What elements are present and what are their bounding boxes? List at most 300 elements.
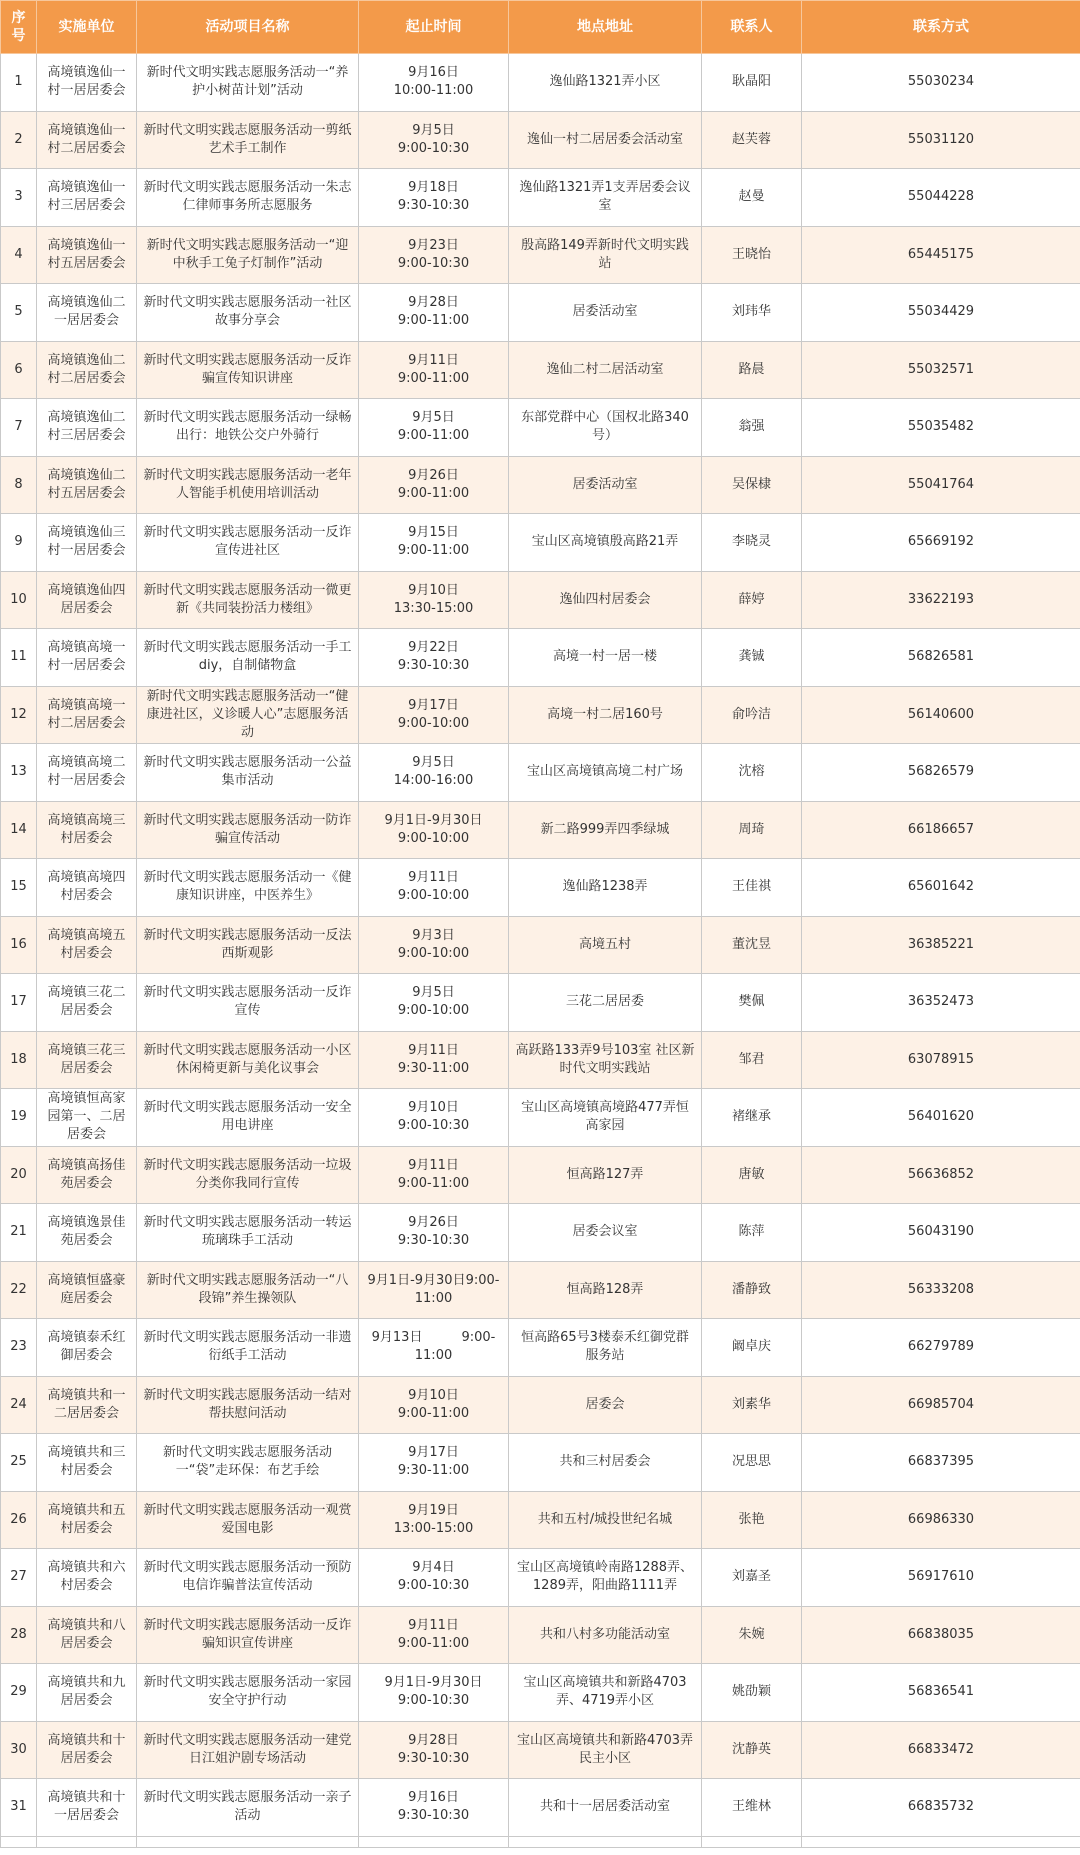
table-row bbox=[1, 1376, 1080, 1434]
cell-empty bbox=[137, 1836, 359, 1847]
cell-phone: 56401620 bbox=[802, 1089, 1080, 1147]
cell-unit: 高境镇共和十一居居委会 bbox=[37, 1779, 137, 1837]
cell-place: 居委活动室 bbox=[509, 284, 702, 342]
date-text: 9月16日 bbox=[408, 1790, 459, 1806]
cell-activity: 新时代文明实践志愿服务活动一转运琉璃珠手工活动 bbox=[137, 1204, 359, 1262]
cell-time bbox=[359, 629, 509, 687]
table-row bbox=[1, 1261, 1080, 1319]
cell-unit: 高境镇逸仙一村五居居委会 bbox=[37, 226, 137, 284]
cell-no: 9 bbox=[1, 514, 37, 572]
cell-phone: 55031120 bbox=[802, 111, 1080, 169]
date-text: 9月4日 bbox=[412, 1560, 455, 1576]
table-row bbox=[1, 456, 1080, 514]
cell-activity: 新时代文明实践志愿服务活动一反法西斯观影 bbox=[137, 916, 359, 974]
cell-no: 26 bbox=[1, 1491, 37, 1549]
date-text: 9月26日 bbox=[408, 467, 459, 483]
table-row bbox=[1, 859, 1080, 917]
cell-activity: 新时代文明实践志愿服务活动一反诈骗宣传知识讲座 bbox=[137, 341, 359, 399]
table-row bbox=[1, 1434, 1080, 1492]
cell-place: 宝山区高境镇高境二村广场 bbox=[509, 744, 702, 802]
date-text: 9月11日 bbox=[408, 352, 459, 368]
cell-no: 22 bbox=[1, 1261, 37, 1319]
cell-unit: 高境镇共和九居居委会 bbox=[37, 1664, 137, 1722]
cell-no: 13 bbox=[1, 744, 37, 802]
cell-contact: 刘素华 bbox=[702, 1376, 802, 1434]
cell-unit: 高境镇共和十居居委会 bbox=[37, 1721, 137, 1779]
cell-no: 4 bbox=[1, 226, 37, 284]
cell-no: 12 bbox=[1, 686, 37, 744]
cell-contact: 唐敏 bbox=[702, 1146, 802, 1204]
cell-time bbox=[359, 1146, 509, 1204]
cell-time bbox=[359, 571, 509, 629]
cell-no: 5 bbox=[1, 284, 37, 342]
cell-place: 恒高路65号3楼泰禾红御党群服务站 bbox=[509, 1319, 702, 1377]
cell-activity: 新时代文明实践志愿服务活动一非遗衍纸手工活动 bbox=[137, 1319, 359, 1377]
cell-unit: 高境镇恒盛豪庭居委会 bbox=[37, 1261, 137, 1319]
table-row bbox=[1, 169, 1080, 227]
cell-time bbox=[359, 1434, 509, 1492]
date-text: 9月11日 bbox=[408, 1042, 459, 1058]
cell-place: 居委会议室 bbox=[509, 1204, 702, 1262]
cell-contact: 阚卓庆 bbox=[702, 1319, 802, 1377]
cell-time bbox=[359, 859, 509, 917]
cell-unit: 高境镇共和六村居委会 bbox=[37, 1549, 137, 1607]
date-text: 9月5日 bbox=[412, 985, 455, 1001]
cell-unit: 高境镇共和八居居委会 bbox=[37, 1606, 137, 1664]
cell-place: 高境一村一居一楼 bbox=[509, 629, 702, 687]
date-text: 9月16日 bbox=[408, 65, 459, 81]
date-text: 9月1日-9月30日 bbox=[384, 812, 483, 828]
cell-phone: 56043190 bbox=[802, 1204, 1080, 1262]
header-time: 起止时间 bbox=[359, 1, 509, 54]
cell-contact: 张艳 bbox=[702, 1491, 802, 1549]
cell-place: 逸仙四村居委会 bbox=[509, 571, 702, 629]
cell-no: 27 bbox=[1, 1549, 37, 1607]
cell-unit: 高境镇逸仙一村三居居委会 bbox=[37, 169, 137, 227]
cell-no: 17 bbox=[1, 974, 37, 1032]
date-text: 9月19日 bbox=[408, 1502, 459, 1518]
cell-place: 东部党群中心（国权北路340号） bbox=[509, 399, 702, 457]
cell-no: 15 bbox=[1, 859, 37, 917]
table-row bbox=[1, 111, 1080, 169]
cell-place: 宝山区高境镇岭南路1288弄、1289弄，阳曲路1111弄 bbox=[509, 1549, 702, 1607]
table-row bbox=[1, 1779, 1080, 1837]
cell-unit: 高境镇高扬佳苑居委会 bbox=[37, 1146, 137, 1204]
cell-activity: 新时代文明实践志愿服务活动一剪纸艺术手工制作 bbox=[137, 111, 359, 169]
time-text: 14:00-16:00 bbox=[393, 773, 474, 789]
cell-no: 6 bbox=[1, 341, 37, 399]
date-text: 9月11日 bbox=[408, 1157, 459, 1173]
cell-contact: 沈榕 bbox=[702, 744, 802, 802]
table-row bbox=[1, 399, 1080, 457]
time-text: 9:30-10:30 bbox=[397, 1750, 470, 1766]
table-row bbox=[1, 1721, 1080, 1779]
cell-place: 恒高路127弄 bbox=[509, 1146, 702, 1204]
date-text: 9月1日-9月30日9:00-11:00 bbox=[367, 1272, 500, 1306]
cell-contact: 姚劭颖 bbox=[702, 1664, 802, 1722]
cell-time bbox=[359, 1204, 509, 1262]
cell-activity: 新时代文明实践志愿服务活动一手工diy，自制储物盒 bbox=[137, 629, 359, 687]
table-row bbox=[1, 974, 1080, 1032]
cell-unit: 高境镇三花三居居委会 bbox=[37, 1031, 137, 1089]
header-place: 地点地址 bbox=[509, 1, 702, 54]
cell-phone: 33622193 bbox=[802, 571, 1080, 629]
table-row-cropped bbox=[1, 1836, 1080, 1847]
cell-empty bbox=[702, 1836, 802, 1847]
cell-place: 逸仙二村二居活动室 bbox=[509, 341, 702, 399]
cell-unit: 高境镇共和三村居委会 bbox=[37, 1434, 137, 1492]
cell-time bbox=[359, 1721, 509, 1779]
time-text: 9:00-11:00 bbox=[397, 1175, 470, 1191]
cell-time bbox=[359, 1491, 509, 1549]
cell-activity: 新时代文明实践志愿服务活动一反诈骗知识宣传讲座 bbox=[137, 1606, 359, 1664]
cell-time bbox=[359, 1664, 509, 1722]
cell-phone: 66838035 bbox=[802, 1606, 1080, 1664]
cell-unit: 高境镇高境三村居委会 bbox=[37, 801, 137, 859]
cell-no: 16 bbox=[1, 916, 37, 974]
table-row bbox=[1, 686, 1080, 744]
cell-no: 30 bbox=[1, 1721, 37, 1779]
time-text: 9:00-11:00 bbox=[397, 313, 470, 329]
cell-place: 高境五村 bbox=[509, 916, 702, 974]
cell-unit: 高境镇逸仙二村二居居委会 bbox=[37, 341, 137, 399]
cell-activity: 新时代文明实践志愿服务活动一结对帮扶慰问活动 bbox=[137, 1376, 359, 1434]
cell-empty bbox=[359, 1836, 509, 1847]
cell-place: 共和五村/城投世纪名城 bbox=[509, 1491, 702, 1549]
cell-phone: 56140600 bbox=[802, 686, 1080, 744]
cell-place: 宝山区高境镇共和新路4703弄、4719弄小区 bbox=[509, 1664, 702, 1722]
cell-activity: 新时代文明实践志愿服务活动一“养护小树苗计划”活动 bbox=[137, 54, 359, 112]
time-text: 9:30-10:30 bbox=[397, 658, 470, 674]
cell-activity: 新时代文明实践志愿服务活动一“八段锦”养生操领队 bbox=[137, 1261, 359, 1319]
cell-phone: 66986330 bbox=[802, 1491, 1080, 1549]
cell-place: 宝山区高境镇殷高路21弄 bbox=[509, 514, 702, 572]
cell-phone: 63078915 bbox=[802, 1031, 1080, 1089]
cell-contact: 赵曼 bbox=[702, 169, 802, 227]
time-text: 9:00-10:30 bbox=[397, 1118, 470, 1134]
cell-time bbox=[359, 1031, 509, 1089]
cell-time bbox=[359, 1549, 509, 1607]
cell-activity: 新时代文明实践志愿服务活动一绿畅出行：地铁公交户外骑行 bbox=[137, 399, 359, 457]
cell-unit: 高境镇高境一村一居居委会 bbox=[37, 629, 137, 687]
cell-activity: 新时代文明实践志愿服务活动一小区休闲椅更新与美化议事会 bbox=[137, 1031, 359, 1089]
cell-place: 高境一村二居160号 bbox=[509, 686, 702, 744]
date-text: 9月11日 bbox=[408, 870, 459, 886]
cell-contact: 李晓灵 bbox=[702, 514, 802, 572]
cell-empty bbox=[509, 1836, 702, 1847]
cell-phone: 65601642 bbox=[802, 859, 1080, 917]
cell-phone: 55030234 bbox=[802, 54, 1080, 112]
time-text: 9:30-11:00 bbox=[397, 1463, 470, 1479]
cell-no: 10 bbox=[1, 571, 37, 629]
cell-time bbox=[359, 169, 509, 227]
date-text: 9月17日 bbox=[408, 1445, 459, 1461]
cell-unit: 高境镇逸景佳苑居委会 bbox=[37, 1204, 137, 1262]
time-text: 13:00-15:00 bbox=[393, 1520, 474, 1536]
cell-contact: 王晓怡 bbox=[702, 226, 802, 284]
cell-place: 恒高路128弄 bbox=[509, 1261, 702, 1319]
cell-unit: 高境镇高境二村一居居委会 bbox=[37, 744, 137, 802]
cell-phone: 55035482 bbox=[802, 399, 1080, 457]
cell-activity: 新时代文明实践志愿服务活动一“健康进社区，义诊暖人心”志愿服务活动 bbox=[137, 686, 359, 744]
cell-phone: 55041764 bbox=[802, 456, 1080, 514]
cell-time bbox=[359, 1261, 509, 1319]
cell-place: 逸仙一村二居居委会活动室 bbox=[509, 111, 702, 169]
cell-contact: 樊佩 bbox=[702, 974, 802, 1032]
cell-unit: 高境镇共和五村居委会 bbox=[37, 1491, 137, 1549]
cell-phone: 56636852 bbox=[802, 1146, 1080, 1204]
cell-phone: 36352473 bbox=[802, 974, 1080, 1032]
table-row bbox=[1, 226, 1080, 284]
time-text: 9:30-10:30 bbox=[397, 1233, 470, 1249]
cell-phone: 55034429 bbox=[802, 284, 1080, 342]
date-text: 9月1日-9月30日 bbox=[384, 1675, 483, 1691]
table-row bbox=[1, 1146, 1080, 1204]
cell-time bbox=[359, 399, 509, 457]
cell-no: 29 bbox=[1, 1664, 37, 1722]
cell-place: 宝山区高境镇共和新路4703弄民主小区 bbox=[509, 1721, 702, 1779]
date-text: 9月11日 bbox=[408, 1617, 459, 1633]
table-row bbox=[1, 341, 1080, 399]
cell-phone: 66985704 bbox=[802, 1376, 1080, 1434]
time-text: 11:00 bbox=[414, 1348, 453, 1364]
cell-time bbox=[359, 916, 509, 974]
time-text: 9:30-10:30 bbox=[397, 1808, 470, 1824]
table-header-row bbox=[1, 1, 1080, 54]
table-body bbox=[1, 54, 1080, 1848]
cell-no: 24 bbox=[1, 1376, 37, 1434]
cell-activity: 新时代文明实践志愿服务活动一“迎中秋手工兔子灯制作”活动 bbox=[137, 226, 359, 284]
cell-unit: 高境镇逸仙三村一居居委会 bbox=[37, 514, 137, 572]
cell-phone: 66833472 bbox=[802, 1721, 1080, 1779]
cell-no: 28 bbox=[1, 1606, 37, 1664]
cell-place: 共和十一居居委活动室 bbox=[509, 1779, 702, 1837]
cell-unit: 高境镇三花二居居委会 bbox=[37, 974, 137, 1032]
header-phone: 联系方式 bbox=[802, 1, 1080, 54]
cell-unit: 高境镇泰禾红御居委会 bbox=[37, 1319, 137, 1377]
cell-time bbox=[359, 514, 509, 572]
cell-contact: 董沈昱 bbox=[702, 916, 802, 974]
table-row bbox=[1, 629, 1080, 687]
cell-time bbox=[359, 284, 509, 342]
time-text: 10:00-11:00 bbox=[393, 83, 474, 99]
cell-place: 宝山区高境镇高境路477弄恒高家园 bbox=[509, 1089, 702, 1147]
cell-activity: 新时代文明实践志愿服务活动一观赏爱国电影 bbox=[137, 1491, 359, 1549]
date-text: 9月10日 bbox=[408, 1387, 459, 1403]
cell-activity: 新时代文明实践志愿服务活动一反诈宣传进社区 bbox=[137, 514, 359, 572]
cell-activity: 新时代文明实践志愿服务活动一朱志仁律师事务所志愿服务 bbox=[137, 169, 359, 227]
date-text: 9月28日 bbox=[408, 295, 459, 311]
cell-time bbox=[359, 1319, 509, 1377]
cell-time bbox=[359, 686, 509, 744]
cell-time bbox=[359, 801, 509, 859]
cell-unit: 高境镇逸仙二一居居委会 bbox=[37, 284, 137, 342]
cell-phone: 56333208 bbox=[802, 1261, 1080, 1319]
cell-phone: 56836541 bbox=[802, 1664, 1080, 1722]
cell-activity: 新时代文明实践志愿服务活动一亲子活动 bbox=[137, 1779, 359, 1837]
time-text: 9:00-11:00 bbox=[397, 1635, 470, 1651]
cell-contact: 刘嘉圣 bbox=[702, 1549, 802, 1607]
cell-time bbox=[359, 54, 509, 112]
cell-contact: 沈静英 bbox=[702, 1721, 802, 1779]
cell-place: 逸仙路1321弄1支弄居委会议室 bbox=[509, 169, 702, 227]
cell-activity: 新时代文明实践志愿服务活动一公益集市活动 bbox=[137, 744, 359, 802]
time-text: 9:00-10:30 bbox=[397, 1693, 470, 1709]
date-text: 9月10日 bbox=[408, 1100, 459, 1116]
cell-no: 23 bbox=[1, 1319, 37, 1377]
cell-empty bbox=[802, 1836, 1080, 1847]
cell-phone: 55044228 bbox=[802, 169, 1080, 227]
cell-no: 3 bbox=[1, 169, 37, 227]
cell-place: 共和三村居委会 bbox=[509, 1434, 702, 1492]
time-text: 9:00-10:00 bbox=[397, 888, 470, 904]
cell-unit: 高境镇逸仙一村一居居委会 bbox=[37, 54, 137, 112]
cell-contact: 龚铖 bbox=[702, 629, 802, 687]
time-text: 9:00-10:30 bbox=[397, 140, 470, 156]
time-text: 9:00-10:00 bbox=[397, 715, 470, 731]
date-text: 9月5日 bbox=[412, 122, 455, 138]
cell-phone: 55032571 bbox=[802, 341, 1080, 399]
cell-no: 2 bbox=[1, 111, 37, 169]
cell-contact: 耿晶阳 bbox=[702, 54, 802, 112]
time-text: 13:30-15:00 bbox=[393, 600, 474, 616]
date-text: 9月15日 bbox=[408, 525, 459, 541]
time-text: 9:30-10:30 bbox=[397, 198, 470, 214]
table-row bbox=[1, 1606, 1080, 1664]
cell-contact: 薛婷 bbox=[702, 571, 802, 629]
time-text: 9:30-11:00 bbox=[397, 1060, 470, 1076]
header-activity: 活动项目名称 bbox=[137, 1, 359, 54]
cell-unit: 高境镇高境一村二居居委会 bbox=[37, 686, 137, 744]
cell-activity: 新时代文明实践志愿服务活动一反诈宣传 bbox=[137, 974, 359, 1032]
cell-place: 居委会 bbox=[509, 1376, 702, 1434]
time-text: 9:00-11:00 bbox=[397, 485, 470, 501]
time-text: 9:00-11:00 bbox=[397, 543, 470, 559]
date-text: 9月22日 bbox=[408, 640, 459, 656]
table-row bbox=[1, 1031, 1080, 1089]
time-text: 9:00-11:00 bbox=[397, 1405, 470, 1421]
cell-activity: 新时代文明实践志愿服务活动一防诈骗宣传活动 bbox=[137, 801, 359, 859]
table-row bbox=[1, 1549, 1080, 1607]
date-text: 9月17日 bbox=[408, 697, 459, 713]
header-unit: 实施单位 bbox=[37, 1, 137, 54]
cell-place: 共和八村多功能活动室 bbox=[509, 1606, 702, 1664]
cell-activity: 新时代文明实践志愿服务活动一建党日江姐沪剧专场活动 bbox=[137, 1721, 359, 1779]
cell-contact: 王佳祺 bbox=[702, 859, 802, 917]
cell-contact: 翁强 bbox=[702, 399, 802, 457]
date-text: 9月13日 9:00- bbox=[371, 1330, 496, 1346]
cell-time bbox=[359, 744, 509, 802]
cell-contact: 邹君 bbox=[702, 1031, 802, 1089]
cell-empty bbox=[37, 1836, 137, 1847]
cell-no: 19 bbox=[1, 1089, 37, 1147]
cell-phone: 56826579 bbox=[802, 744, 1080, 802]
cell-no: 25 bbox=[1, 1434, 37, 1492]
cell-activity: 新时代文明实践志愿服务活动一家园安全守护行动 bbox=[137, 1664, 359, 1722]
cell-unit: 高境镇逸仙四居居委会 bbox=[37, 571, 137, 629]
date-text: 9月28日 bbox=[408, 1732, 459, 1748]
cell-contact: 吴保棣 bbox=[702, 456, 802, 514]
header-contact: 联系人 bbox=[702, 1, 802, 54]
cell-contact: 潘静致 bbox=[702, 1261, 802, 1319]
cell-phone: 65669192 bbox=[802, 514, 1080, 572]
time-text: 9:00-10:30 bbox=[397, 255, 470, 271]
cell-no: 20 bbox=[1, 1146, 37, 1204]
cell-unit: 高境镇逸仙一村二居居委会 bbox=[37, 111, 137, 169]
table-row bbox=[1, 54, 1080, 112]
cell-place: 逸仙路1238弄 bbox=[509, 859, 702, 917]
cell-phone: 65445175 bbox=[802, 226, 1080, 284]
cell-phone: 66279789 bbox=[802, 1319, 1080, 1377]
date-text: 9月18日 bbox=[408, 180, 459, 196]
cell-contact: 王维林 bbox=[702, 1779, 802, 1837]
cell-no: 31 bbox=[1, 1779, 37, 1837]
cell-no: 11 bbox=[1, 629, 37, 687]
cell-no: 21 bbox=[1, 1204, 37, 1262]
cell-unit: 高境镇高境五村居委会 bbox=[37, 916, 137, 974]
cell-no: 18 bbox=[1, 1031, 37, 1089]
cell-activity: 新时代文明实践志愿服务活动一《健康知识讲座，中医养生》 bbox=[137, 859, 359, 917]
cell-activity: 新时代文明实践志愿服务活动一“袋”走环保：布艺手绘 bbox=[137, 1434, 359, 1492]
time-text: 9:00-10:00 bbox=[397, 830, 470, 846]
cell-time bbox=[359, 341, 509, 399]
table-row bbox=[1, 514, 1080, 572]
cell-no: 14 bbox=[1, 801, 37, 859]
time-text: 9:00-11:00 bbox=[397, 428, 470, 444]
table-row bbox=[1, 1491, 1080, 1549]
table-row bbox=[1, 916, 1080, 974]
cell-no: 1 bbox=[1, 54, 37, 112]
table-row bbox=[1, 284, 1080, 342]
cell-phone: 56826581 bbox=[802, 629, 1080, 687]
time-text: 9:00-10:00 bbox=[397, 1003, 470, 1019]
cell-contact: 陈萍 bbox=[702, 1204, 802, 1262]
cell-place: 新二路999弄四季绿城 bbox=[509, 801, 702, 859]
time-text: 9:00-10:30 bbox=[397, 1578, 470, 1594]
date-text: 9月23日 bbox=[408, 237, 459, 253]
date-text: 9月26日 bbox=[408, 1215, 459, 1231]
cell-contact: 赵芙蓉 bbox=[702, 111, 802, 169]
cell-phone: 66837395 bbox=[802, 1434, 1080, 1492]
cell-unit: 高境镇逸仙二村三居居委会 bbox=[37, 399, 137, 457]
cell-no: 8 bbox=[1, 456, 37, 514]
cell-no: 7 bbox=[1, 399, 37, 457]
header-no: 序号 bbox=[1, 1, 37, 54]
cell-contact: 朱婉 bbox=[702, 1606, 802, 1664]
cell-time bbox=[359, 974, 509, 1032]
cell-unit: 高境镇共和一二居居委会 bbox=[37, 1376, 137, 1434]
cell-activity: 新时代文明实践志愿服务活动一微更新《共同装扮活力楼组》 bbox=[137, 571, 359, 629]
cell-activity: 新时代文明实践志愿服务活动一老年人智能手机使用培训活动 bbox=[137, 456, 359, 514]
table-row bbox=[1, 1319, 1080, 1377]
table-row bbox=[1, 801, 1080, 859]
cell-unit: 高境镇逸仙二村五居居委会 bbox=[37, 456, 137, 514]
date-text: 9月5日 bbox=[412, 755, 455, 771]
date-text: 9月5日 bbox=[412, 410, 455, 426]
cell-time bbox=[359, 1376, 509, 1434]
cell-contact: 刘玮华 bbox=[702, 284, 802, 342]
table-row bbox=[1, 1089, 1080, 1147]
cell-activity: 新时代文明实践志愿服务活动一垃圾分类你我同行宣传 bbox=[137, 1146, 359, 1204]
cell-empty bbox=[1, 1836, 37, 1847]
time-text: 9:00-11:00 bbox=[397, 370, 470, 386]
table-row bbox=[1, 571, 1080, 629]
cell-phone: 66835732 bbox=[802, 1779, 1080, 1837]
table-row bbox=[1, 1204, 1080, 1262]
cell-time bbox=[359, 1606, 509, 1664]
cell-time bbox=[359, 226, 509, 284]
time-text: 9:00-10:00 bbox=[397, 945, 470, 961]
